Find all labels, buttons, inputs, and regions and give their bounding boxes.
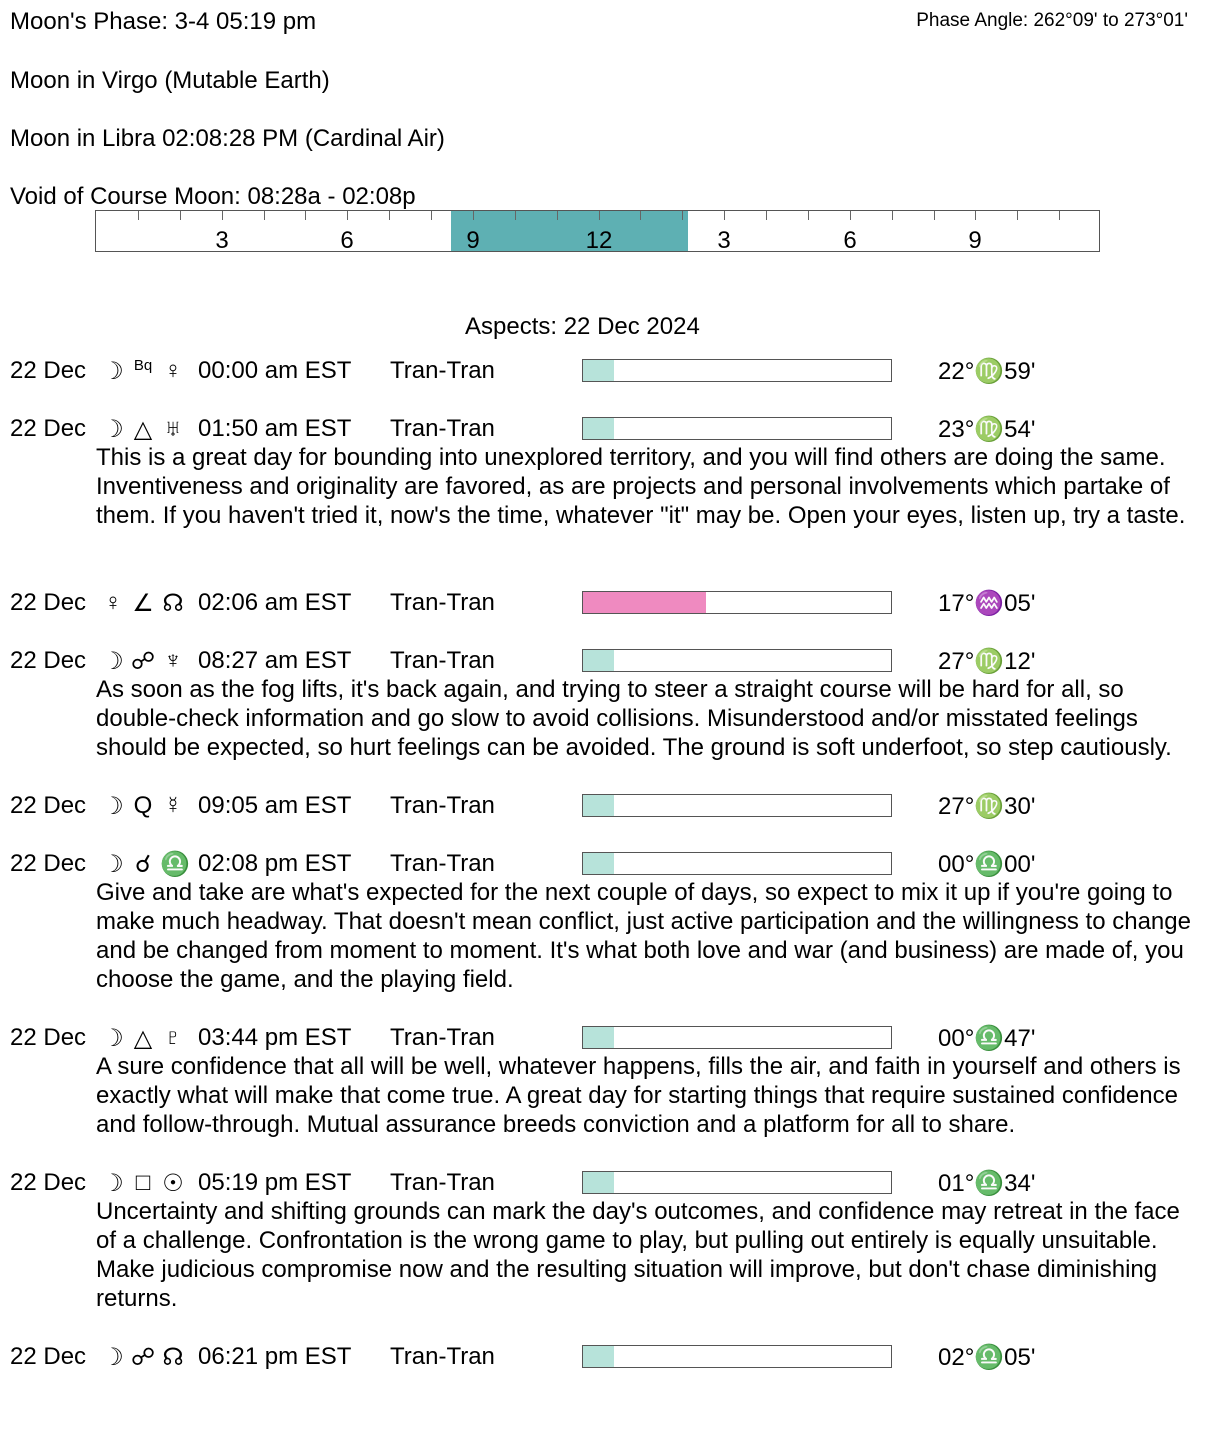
timeline-tick	[431, 211, 432, 220]
aspect-strength-bar	[582, 852, 892, 875]
planet-2-glyph: ♀	[164, 357, 182, 384]
aspect-description: This is a great day for bounding into unexplored territory, and you will find others are doing the same. Inventiveness and originality are favored, as are projects and personal involvements which partake of them. If you haven't tried it, now's the time, whatever "it" may be. Open your eyes, listen up, try a taste.	[96, 444, 1186, 529]
aspect-position: 23°♍54'	[938, 416, 1036, 443]
aspect-row	[0, 357, 1224, 387]
aspect-time: 09:05 am EST	[198, 792, 352, 819]
timeline-tick	[557, 211, 558, 220]
void-of-course-timeline	[95, 210, 1100, 252]
planet-2-glyph: ☊	[162, 1344, 184, 1371]
aspect-time: 06:21 pm EST	[198, 1343, 352, 1370]
aspect-type: Tran-Tran	[390, 357, 495, 384]
aspects-title: Aspects: 22 Dec 2024	[465, 313, 700, 340]
aspect-strength-bar	[582, 794, 892, 817]
phase-angle: Phase Angle: 262°09' to 273°01'	[916, 10, 1188, 31]
aspect-strength-bar	[582, 417, 892, 440]
aspect-glyph: ∠	[132, 590, 154, 617]
aspect-strength-bar	[582, 1345, 892, 1368]
aspect-glyph: Bq	[133, 357, 153, 374]
planet-2-glyph: ♆	[164, 647, 182, 674]
void-of-course-fill	[451, 211, 688, 251]
aspect-strength-fill	[583, 360, 614, 381]
aspect-type: Tran-Tran	[390, 850, 495, 877]
aspect-strength-fill	[583, 1027, 614, 1048]
timeline-hour-label: 9	[968, 227, 982, 254]
timeline-hour-label: 3	[215, 227, 229, 254]
aspect-strength-fill	[583, 1172, 614, 1193]
aspect-strength-fill	[583, 592, 706, 613]
aspect-strength-fill	[583, 650, 614, 671]
aspect-date: 22 Dec	[10, 415, 87, 442]
timeline-tick	[934, 211, 935, 220]
planet-2-glyph: ☿	[164, 792, 182, 819]
aspect-time: 02:08 pm EST	[198, 850, 352, 877]
planet-2-glyph: ☊	[162, 590, 184, 617]
aspect-time: 05:19 pm EST	[198, 1169, 352, 1196]
aspect-position: 27°♍12'	[938, 648, 1036, 675]
timeline-tick	[180, 211, 181, 220]
aspect-strength-fill	[583, 795, 614, 816]
aspect-description: Give and take are what's expected for the next couple of days, so expect to mix it up if you're going to make much headway. That doesn't mean conflict, just active participation and the willingness to change and be changed from moment to moment. It's what both love and war (and business) are made of, you choose the game, and the playing field.	[96, 879, 1191, 993]
planet-2-glyph: ♅	[164, 415, 182, 442]
timeline-tick	[389, 211, 390, 220]
timeline-tick	[515, 211, 516, 220]
aspect-time: 01:50 am EST	[198, 415, 352, 442]
timeline-hour-label: 6	[340, 227, 354, 254]
aspect-glyph: ☍	[130, 648, 156, 675]
aspect-date: 22 Dec	[10, 589, 87, 616]
planet-1-glyph: ☽	[102, 793, 124, 820]
timeline-tick	[975, 211, 976, 220]
timeline-tick	[682, 211, 683, 220]
aspect-position: 00°♎47'	[938, 1025, 1036, 1052]
timeline-tick	[808, 211, 809, 220]
aspect-row	[0, 415, 1224, 445]
timeline-tick	[138, 211, 139, 220]
planet-1-glyph: ☽	[102, 416, 124, 443]
aspect-date: 22 Dec	[10, 647, 87, 674]
aspect-row	[0, 589, 1224, 619]
aspect-time: 08:27 am EST	[198, 647, 352, 674]
timeline-hour-label: 12	[585, 227, 613, 254]
aspect-description: A sure confidence that all will be well, whatever happens, fills the air, and faith in yourself and others is exactly what will make that come true. A great day for starting things that require sustained confidence and follow-through. Mutual assurance breeds conviction and a platform for all to share.	[96, 1053, 1181, 1138]
aspect-date: 22 Dec	[10, 357, 87, 384]
planet-1-glyph: ☽	[102, 1170, 124, 1197]
aspect-position: 22°♍59'	[938, 358, 1036, 385]
aspect-type: Tran-Tran	[390, 415, 495, 442]
aspect-date: 22 Dec	[10, 1169, 87, 1196]
aspect-strength-fill	[583, 418, 614, 439]
aspect-time: 03:44 pm EST	[198, 1024, 352, 1051]
timeline-hour-label: 9	[466, 227, 480, 254]
planet-1-glyph: ☽	[102, 358, 124, 385]
aspect-type: Tran-Tran	[390, 1343, 495, 1370]
timeline-tick	[473, 211, 474, 220]
aspect-strength-fill	[583, 1346, 614, 1367]
timeline-tick	[305, 211, 306, 220]
planet-2-glyph: ♎	[160, 851, 190, 878]
timeline-hour-label: 3	[717, 227, 731, 254]
aspect-row	[0, 850, 1224, 880]
aspect-date: 22 Dec	[10, 1024, 87, 1051]
aspect-description: Uncertainty and shifting grounds can mark the day's outcomes, and confidence may retreat in the face of a challenge. Confrontation is the wrong game to play, but pulling out entirely is equally unsuitable. Make judicious compromise now and the resulting situation will improve, but don't chase diminishing returns.	[96, 1198, 1180, 1312]
aspect-strength-bar	[582, 359, 892, 382]
aspect-type: Tran-Tran	[390, 589, 495, 616]
timeline-hour-label: 6	[843, 227, 857, 254]
planet-1-glyph: ☽	[102, 851, 124, 878]
aspect-row	[0, 1343, 1224, 1373]
timeline-tick	[850, 211, 851, 220]
aspect-position: 00°♎00'	[938, 851, 1036, 878]
moon-sign-primary: Moon in Virgo (Mutable Earth)	[10, 67, 330, 94]
aspect-row	[0, 647, 1224, 677]
planet-2-glyph: ♇	[164, 1024, 182, 1051]
aspect-glyph: △	[133, 1025, 153, 1052]
aspect-date: 22 Dec	[10, 792, 87, 819]
aspect-type: Tran-Tran	[390, 1169, 495, 1196]
aspect-glyph: ☍	[130, 1344, 156, 1371]
timeline-tick	[1017, 211, 1018, 220]
void-of-course: Void of Course Moon: 08:28a - 02:08p	[10, 183, 416, 210]
aspect-time: 00:00 am EST	[198, 357, 352, 384]
planet-1-glyph: ☽	[102, 648, 124, 675]
aspect-strength-fill	[583, 853, 614, 874]
aspect-description: As soon as the fog lifts, it's back again, and trying to steer a straight course will be hard for all, so double-check information and go slow to avoid collisions. Misunderstood and/or misstated feelings should be expected, so hurt feelings can be avoided. The ground is soft underfoot, so step cautiously.	[96, 676, 1172, 761]
timeline-tick	[640, 211, 641, 220]
planet-1-glyph: ☽	[102, 1344, 124, 1371]
timeline-tick	[724, 211, 725, 220]
timeline-tick	[892, 211, 893, 220]
aspect-time: 02:06 am EST	[198, 589, 352, 616]
moon-phase: Moon's Phase: 3-4 05:19 pm	[10, 8, 317, 35]
timeline-tick	[264, 211, 265, 220]
planet-2-glyph: ☉	[162, 1170, 184, 1197]
aspect-strength-bar	[582, 649, 892, 672]
timeline-tick	[766, 211, 767, 220]
aspect-glyph: Q	[133, 792, 153, 819]
aspect-type: Tran-Tran	[390, 647, 495, 674]
aspect-date: 22 Dec	[10, 850, 87, 877]
aspect-type: Tran-Tran	[390, 1024, 495, 1051]
aspect-glyph: △	[133, 416, 153, 443]
aspect-position: 02°♎05'	[938, 1344, 1036, 1371]
timeline-tick	[222, 211, 223, 220]
aspect-row	[0, 1169, 1224, 1199]
moon-sign-ingress: Moon in Libra 02:08:28 PM (Cardinal Air)	[10, 125, 445, 152]
aspect-position: 01°♎34'	[938, 1170, 1036, 1197]
aspect-strength-bar	[582, 1026, 892, 1049]
aspect-strength-bar	[582, 1171, 892, 1194]
timeline-tick	[599, 211, 600, 220]
aspect-position: 27°♍30'	[938, 793, 1036, 820]
aspect-date: 22 Dec	[10, 1343, 87, 1370]
timeline-tick	[1059, 211, 1060, 220]
aspect-glyph: ☌	[134, 851, 152, 878]
aspect-row	[0, 792, 1224, 822]
aspect-strength-bar	[582, 591, 892, 614]
aspect-position: 17°♒05'	[938, 590, 1036, 617]
planet-1-glyph: ♀	[104, 589, 122, 616]
timeline-tick	[347, 211, 348, 220]
aspect-type: Tran-Tran	[390, 792, 495, 819]
aspect-row	[0, 1024, 1224, 1054]
planet-1-glyph: ☽	[102, 1025, 124, 1052]
aspect-glyph: □	[135, 1169, 151, 1196]
